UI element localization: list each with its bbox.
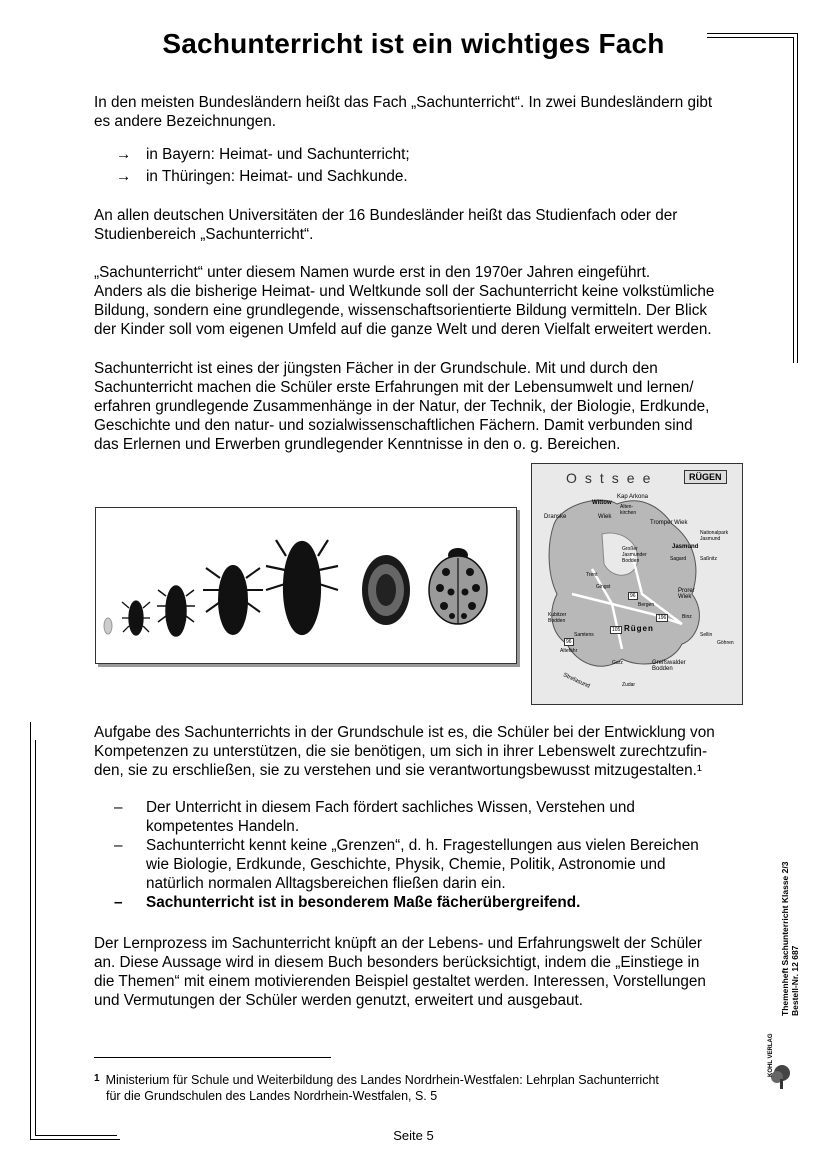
paragraph-line: das Erlernen und Erwerben grundlegender Kenntnisse in den o. g. Bereichen. <box>94 436 621 453</box>
map-label: Samtens <box>574 632 594 638</box>
intro-line: es andere Bezeichnungen. <box>94 113 277 130</box>
map-label: Jasmund <box>672 544 699 550</box>
map-label: Wittow <box>592 500 612 506</box>
map-label: Prorer Wiek <box>678 588 695 600</box>
road-number: 96 <box>630 593 636 599</box>
young-subject-paragraph <box>94 359 744 454</box>
frame-right-v2 <box>793 37 794 363</box>
larva-full-grown <box>266 540 338 634</box>
map-label: Göhren <box>717 640 734 646</box>
map-label: Strelasund <box>562 672 591 690</box>
paragraph-line: Sachunterricht ist eines der jüngsten Fächer in der Grundschule. Mit und durch den <box>94 360 658 377</box>
road-number: 105 <box>612 627 621 633</box>
dash-bullet: – <box>114 837 123 854</box>
frame-left-v2 <box>35 740 36 1135</box>
publisher-logo-icon <box>768 1033 794 1093</box>
dash-bullet: – <box>114 799 123 816</box>
footnote-mark: 1 <box>94 1073 100 1084</box>
list-item-line: Sachunterricht kennt keine „Grenzen“, d. h. Fragestellungen aus vielen Bereichen <box>146 837 699 854</box>
map-label: Wiek <box>598 514 612 520</box>
ladybug-lifecycle-drawing <box>96 508 516 663</box>
arrow-right-icon: → <box>116 146 132 163</box>
paragraph-line: Aufgabe des Sachunterrichts in der Grundschule ist es, die Schüler bei der Entwicklung von <box>94 724 715 741</box>
list-item <box>94 798 734 836</box>
side-imprint <box>780 862 800 1016</box>
list-item-line: wie Biologie, Erdkunde, Geschichte, Physik, Chemie, Politik, Astronomie und <box>146 856 666 873</box>
list-item-text: in Bayern: Heimat- und Sachunterricht; <box>146 146 410 163</box>
paragraph-line: der Kinder soll vom eigenen Umfeld auf die ganze Welt und deren Vielfalt erweitert werden. <box>94 321 712 338</box>
list-item <box>94 145 734 164</box>
intro-paragraph <box>94 93 744 131</box>
road-number: 196 <box>658 615 667 621</box>
list-item-text: in Thüringen: Heimat- und Sachkunde. <box>146 168 408 185</box>
side-imprint-title: Themenheft Sachunterricht Klasse 2/3 <box>780 861 790 1016</box>
list-item <box>94 167 734 186</box>
characteristics-list <box>94 798 734 912</box>
pupa-shape <box>362 555 410 625</box>
publisher-name: KOHL VERLAG <box>768 1033 774 1077</box>
paragraph-line: erfahren grundlegende Zusammenhänge in der Natur, der Technik, der Biologie, Erdkunde, <box>94 398 710 415</box>
map-label: Zudar <box>622 682 636 688</box>
ruegen-map <box>531 463 743 705</box>
paragraph-line: An allen deutschen Universitäten der 16 Bundesländer heißt das Studienfach oder der <box>94 207 678 224</box>
state-name-list <box>94 145 734 189</box>
paragraph-line: und Vermutungen der Schüler werden genutzt, erweitert und ausgebaut. <box>94 992 583 1009</box>
paragraph-line: Sachunterricht machen die Schüler erste Erfahrungen mit der Lebensumwelt und lernen/ <box>94 379 694 396</box>
list-item-line: Sachunterricht ist in besonderem Maße fächerübergreifend. <box>146 894 581 911</box>
footnote-text: Ministerium für Schule und Weiterbildung des Landes Nordrhein-Westfalen: Lehrplan Sachunterricht <box>105 1073 659 1087</box>
universities-paragraph <box>94 206 744 244</box>
map-label: Gingst <box>596 584 611 590</box>
footnote-line: für die Grundschulen des Landes Nordrhein-Westfalen, S. 5 <box>106 1089 438 1103</box>
map-sea-label: Ostsee <box>566 470 659 486</box>
map-island-badge: RÜGEN <box>684 470 727 484</box>
ladybug-lifecycle-image <box>95 507 517 664</box>
paragraph-line: die Themen“ mit einem motivierenden Beispiel gestaltet werden. Interessen, Vorstellungen <box>94 973 706 990</box>
side-imprint-order-number: Bestell-Nr. 12 687 <box>790 945 800 1016</box>
egg-shape <box>104 618 112 634</box>
list-item-line: natürlich normalen Alltagsbereichen fließen darin ein. <box>146 875 506 892</box>
map-label: Kap Arkona <box>617 494 649 500</box>
list-item <box>94 836 734 893</box>
footnote-line <box>94 1071 734 1088</box>
page-number: Seite 5 <box>393 1128 434 1143</box>
ruegen-map-drawing <box>532 464 742 704</box>
map-label: Greifswalder Bodden <box>652 660 686 672</box>
page-title: Sachunterricht ist ein wichtiges Fach <box>162 28 665 59</box>
paragraph-line: an. Diese Aussage wird in diesem Buch besonders berücksichtigt, indem die „Einstiege in <box>94 954 700 971</box>
frame-right-v1 <box>797 33 798 363</box>
list-item-line: kompetentes Handeln. <box>146 818 300 835</box>
map-label: Nationalpark Jasmund <box>700 530 729 542</box>
larva-large <box>203 566 263 634</box>
map-label: Rügen <box>624 624 654 633</box>
dash-bullet: – <box>114 894 123 911</box>
intro-line: In den meisten Bundesländern heißt das Fach „Sachunterricht“. In zwei Bundesländern gibt <box>94 94 713 111</box>
map-label: Sagard <box>670 556 687 562</box>
paragraph-line: „Sachunterricht“ unter diesem Namen wurde erst in den 1970er Jahren eingeführt. <box>94 264 651 281</box>
map-label: Sellin <box>700 632 713 638</box>
larva-medium <box>157 586 195 636</box>
map-label: Alten-kirchen <box>620 504 637 516</box>
list-item <box>94 893 734 912</box>
map-label: Altefähr <box>560 648 578 654</box>
learning-process-paragraph <box>94 934 744 1010</box>
paragraph-line: Bildung, sondern eine grundlegende, wissenschaftsorientierte Bildung vermitteln. Der Blick <box>94 302 708 319</box>
paragraph-line: Geschichte und den natur- und sozialwissenschaftlichen Fächern. Damit verbunden sind <box>94 417 693 434</box>
map-label: Dranske <box>544 514 567 520</box>
list-item-line: Der Unterricht in diesem Fach fördert sachliches Wissen, Verstehen und <box>146 799 635 816</box>
road-number: 96 <box>566 639 572 645</box>
map-label: Großer Jasmunder Bodden <box>622 546 647 564</box>
larva-small <box>122 601 150 635</box>
arrow-right-icon: → <box>116 168 132 185</box>
footnote-divider <box>94 1057 331 1058</box>
history-paragraph <box>94 263 744 339</box>
map-label: Tromper Wiek <box>650 520 688 526</box>
map-label: Trent <box>586 572 598 578</box>
paragraph-line: Der Lernprozess im Sachunterricht knüpft an der Lebens- und Erfahrungswelt der Schüler <box>94 935 702 952</box>
paragraph-line: Studienbereich „Sachunterricht“. <box>94 226 314 243</box>
footnote <box>94 1071 734 1104</box>
paragraph-line: den, sie zu erschließen, sie zu verstehen und sie verantwortungsbewusst mitzugestalten.¹ <box>94 762 702 779</box>
frame-left-v1 <box>30 722 31 1139</box>
adult-ladybug-shape <box>429 548 487 624</box>
task-paragraph <box>94 723 744 780</box>
map-label: Binz <box>682 614 692 620</box>
paragraph-line: Anders als die bisherige Heimat- und Weltkunde soll der Sachunterricht keine volkstümliche <box>94 283 715 300</box>
map-label: Garz <box>612 660 623 666</box>
map-label: Kubitzer Bodden <box>548 612 567 624</box>
map-label: Bergen <box>638 602 655 608</box>
map-label: Saßnitz <box>700 556 717 562</box>
paragraph-line: Kompetenzen zu unterstützen, die sie benötigen, um sich in ihrer Lebenswelt zurechtzufin- <box>94 743 708 760</box>
